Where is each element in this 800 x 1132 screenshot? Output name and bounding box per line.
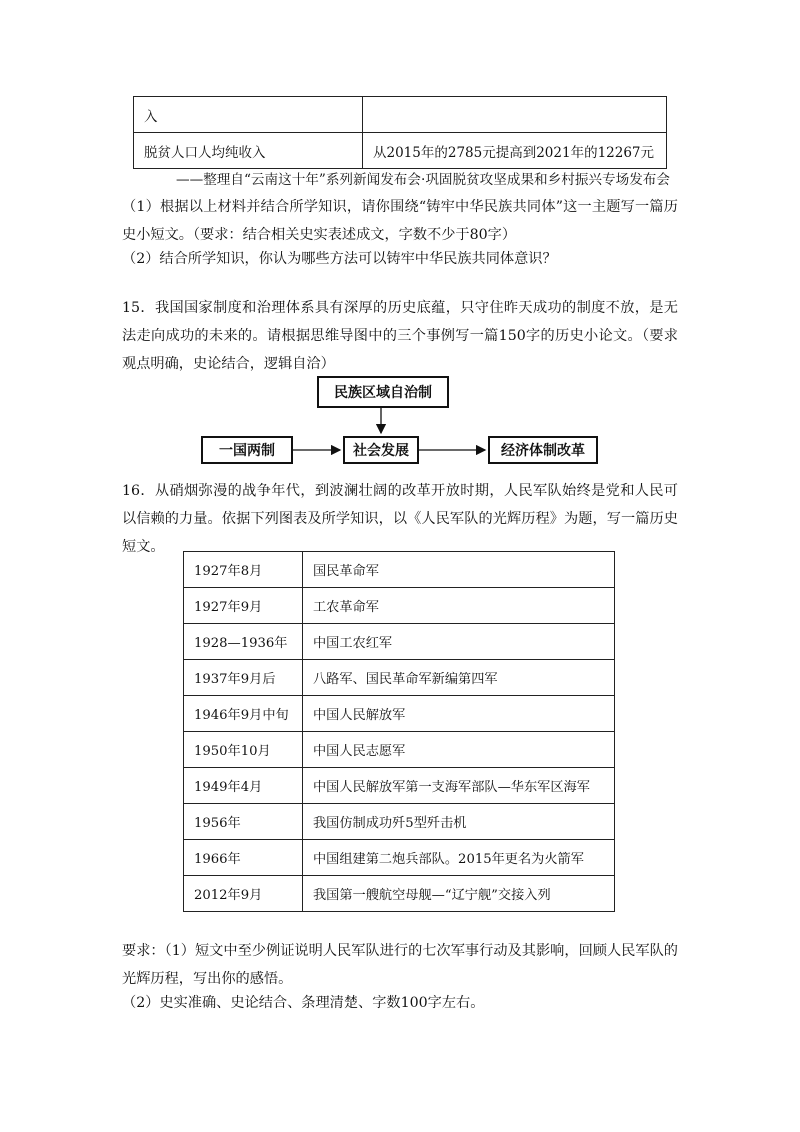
table-row [184,732,615,768]
q14-part2: （2）结合所学知识，你认为哪些方法可以铸牢中华民族共同体意识？ [122,251,557,267]
table-cell: 入 [134,97,363,133]
event-cell: 我国仿制成功歼5型歼击机 [303,804,615,840]
event-cell: 中国人民解放军 [303,696,615,732]
table-row [184,660,615,696]
table-cell: 脱贫人口人均纯收入 [134,133,363,169]
date-cell: 1956年 [184,804,303,840]
table-row [184,840,615,876]
date-cell: 1950年10月 [184,732,303,768]
date-cell: 1966年 [184,840,303,876]
mindmap-right-box: 经济体制改革 [488,436,598,464]
mindmap-top-box: 民族区域自治制 [317,376,449,408]
date-cell: 1946年9月中旬 [184,696,303,732]
table-row [184,804,615,840]
q16-requirement-2: （2）史实准确、史论结合、条理清楚、字数100字左右。 [122,995,485,1011]
date-cell: 1928—1936年 [184,624,303,660]
date-cell: 1937年9月后 [184,660,303,696]
mindmap-center-box: 社会发展 [343,436,419,464]
event-cell: 我国第一艘航空母舰—“辽宁舰”交接入列 [303,876,615,912]
army-history-table [183,551,615,912]
table-cell: 从2015年的2785元提高到2021年的12267元 [363,133,667,169]
date-cell: 2012年9月 [184,876,303,912]
event-cell: 工农革命军 [303,588,615,624]
q16-text: 16．从硝烟弥漫的战争年代，到波澜壮阔的改革开放时期，人民军队始终是党和人民可以信赖的力量。依据下列图表及所学知识，以《人民军队的光辉历程》为题，写一篇历史短文。 [122,483,678,555]
q16-requirement-1: 要求：（1）短文中至少例证说明人民军队进行的七次军事行动及其影响，回顾人民军队的光辉历程，写出你的感悟。 [122,943,678,987]
table-row [184,696,615,732]
q15-text: 15．我国国家制度和治理体系具有深厚的历史底蕴，只守住昨天成功的制度不放，是无法走向成功的未来的。请根据思维导图中的三个事例写一篇150字的历史小论文。（要求观点明确，史论结合，逻辑自洽） [122,300,678,372]
source-note: ——整理自“云南这十年”系列新闻发布会·巩固脱贫攻坚成果和乡村振兴专场发布会 [176,172,670,188]
mindmap-left-box: 一国两制 [201,436,293,464]
event-cell: 中国人民解放军第一支海军部队—华东军区海军 [303,768,615,804]
table-row [184,876,615,912]
date-cell: 1927年8月 [184,552,303,588]
table-row [184,588,615,624]
mindmap-arrows [0,0,800,480]
date-cell: 1927年9月 [184,588,303,624]
event-cell: 中国人民志愿军 [303,732,615,768]
table-row [184,768,615,804]
table-row [184,624,615,660]
date-cell: 1949年4月 [184,768,303,804]
event-cell: 中国工农红军 [303,624,615,660]
table-row [184,552,615,588]
event-cell: 国民革命军 [303,552,615,588]
event-cell: 中国组建第二炮兵部队。2015年更名为火箭军 [303,840,615,876]
event-cell: 八路军、国民革命军新编第四军 [303,660,615,696]
q14-part1: （1）根据以上材料并结合所学知识，请你围绕“铸牢中华民族共同体”这一主题写一篇历史小短文。（要求：结合相关史实表述成文，字数不少于80字） [122,199,678,243]
